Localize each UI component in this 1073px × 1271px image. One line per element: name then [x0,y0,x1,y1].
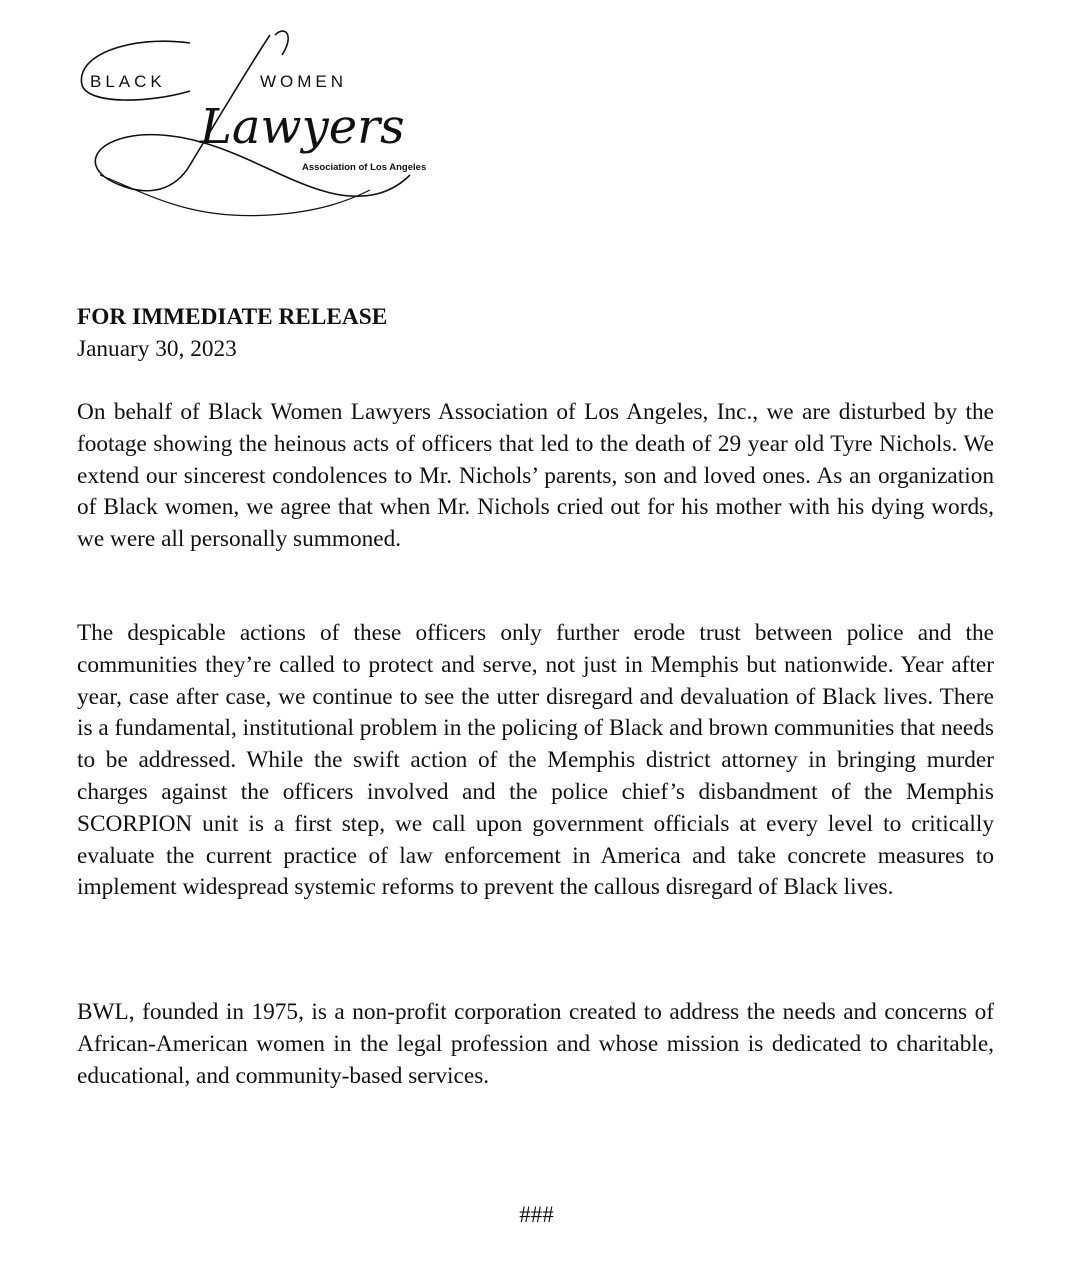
logo-black: BLACK [90,72,166,91]
release-date: January 30, 2023 [77,336,237,362]
end-mark: ### [519,1202,554,1227]
logo-tagline: Association of Los Angeles [302,162,427,173]
paragraph-about-bwl: BWL, founded in 1975, is a non-profit corporation created to address the needs and concerns of African-American women in the legal profession and whose mission is dedicated to charitable, educational, and community-based services. [77,999,994,1089]
logo-lawyers: Lawyers [200,99,405,155]
logo-women: WOMEN [260,72,348,91]
paragraph-condolences: On behalf of Black Women Lawyers Association of Los Angeles, Inc., we are disturbed by the footage showing the heinous acts of officers that led to the death of 29 year old Tyre Nichols. We extend our sincerest condolences to Mr. Nichols’ parents, son and loved ones. As an organization of Black women, we agree that when Mr. Nichols cried out for his mother with his dying words, we were all personally summoned. [77,399,994,553]
bwl-logo [70,25,470,225]
release-heading: FOR IMMEDIATE RELEASE [77,304,388,330]
paragraph-call-to-action: The despicable actions of these officers only further erode trust between police and the communities they’re called to protect and serve, not just in Memphis but nationwide. Year after year, case after case, we continue to see the utter disregard and devaluation of Black lives. There is a fundamental, institutional problem in the policing of Black and brown communities that needs to be addressed. While the swift action of the Memphis district attorney in bringing murder charges against the officers involved and the police chief’s disbandment of the Memphis SCORPION unit is a first step, we call upon government officials at every level to critically evaluate the current practice of law enforcement in America and take concrete measures to implement widespread systemic reforms to prevent the callous disregard of Black lives. [77,620,994,901]
